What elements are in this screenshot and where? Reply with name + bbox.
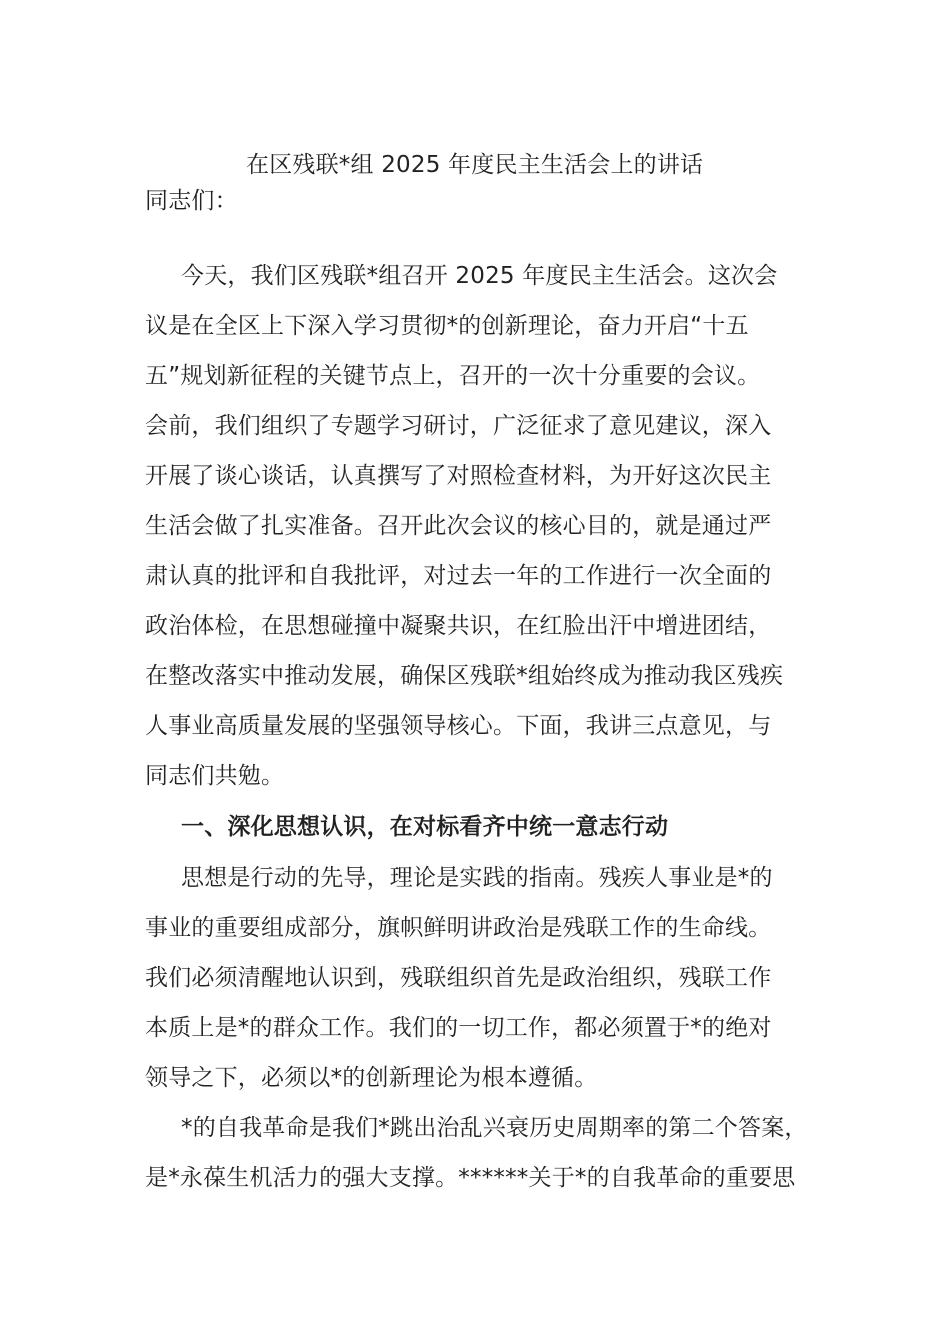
intro-line: 今天，我们区残联*组召开 2025 年度民主生活会。这次会	[181, 263, 778, 289]
intro-line: 政治体检，在思想碰撞中凝聚共识，在红脸出汗中增进团结，	[145, 613, 772, 639]
salutation: 同志们：	[145, 188, 238, 214]
intro-line: 人事业高质量发展的坚强领导核心。下面，我讲三点意见，与	[145, 713, 772, 739]
section1-para2-line: 是*永葆生机活力的强大支撑。******关于*的自我革命的重要思	[145, 1165, 796, 1191]
intro-line: 开展了谈心谈话，认真撰写了对照检查材料，为开好这次民主	[145, 463, 772, 489]
section-heading: 一、深化思想认识，在对标看齐中统一意志行动	[181, 814, 669, 840]
intro-line: 五”规划新征程的关键节点上，召开的一次十分重要的会议。	[145, 363, 761, 389]
section1-para1-line: 思想是行动的先导，理论是实践的指南。残疾人事业是*的	[181, 865, 773, 891]
intro-line: 议是在全区上下深入学习贯彻*的创新理论，奋力开启“十五	[145, 313, 749, 339]
section1-para1-line: 我们必须清醒地认识到，残联组织首先是政治组织，残联工作	[145, 965, 772, 991]
intro-line: 会前，我们组织了专题学习研讨，广泛征求了意见建议，深入	[145, 413, 772, 439]
section1-para1-line: 领导之下，必须以*的创新理论为根本遵循。	[145, 1065, 598, 1091]
section1-para1-line: 本质上是*的群众工作。我们的一切工作，都必须置于*的绝对	[145, 1015, 772, 1041]
intro-line: 生活会做了扎实准备。召开此次会议的核心目的，就是通过严	[145, 513, 772, 539]
intro-line: 同志们共勉。	[145, 763, 285, 789]
section1-para1-line: 事业的重要组成部分，旗帜鲜明讲政治是残联工作的生命线。	[145, 915, 772, 941]
intro-line: 在整改落实中推动发展，确保区残联*组始终成为推动我区残疾	[145, 663, 784, 689]
intro-line: 肃认真的批评和自我批评，对过去一年的工作进行一次全面的	[145, 563, 772, 589]
document-title: 在区残联*组 2025 年度民主生活会上的讲话	[246, 152, 704, 178]
section1-para2-line: *的自我革命是我们*跳出治乱兴衰历史周期率的第二个答案，	[181, 1115, 808, 1141]
